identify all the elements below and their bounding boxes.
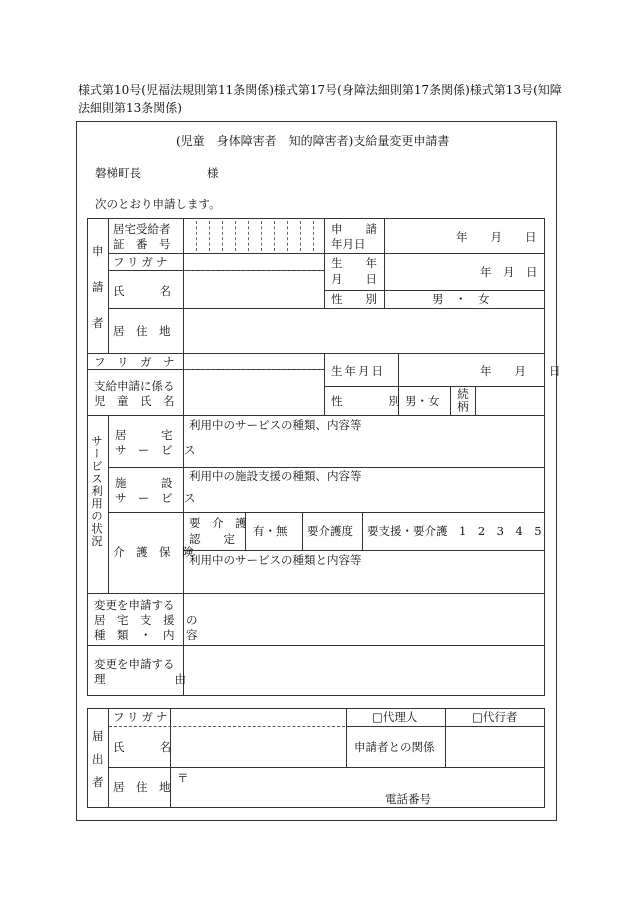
col-line (302, 512, 303, 550)
child-sex-value: 男・女 (405, 394, 440, 408)
col-line (450, 386, 451, 415)
col-line (324, 218, 325, 308)
row-line (87, 593, 545, 594)
child-birth-label: 生年月日 (331, 364, 385, 378)
row-line (87, 353, 545, 354)
row-line (108, 512, 545, 513)
change-kind-label-1: 変更を申請する (94, 598, 175, 612)
home-service-label-1: 居 宅 (115, 428, 173, 442)
child-furigana-label: フ リ ガ ナ (94, 355, 175, 369)
row-line (108, 308, 545, 309)
row-line (324, 290, 545, 291)
notifier-furigana-label: フリガナ (113, 710, 171, 724)
cert-number-label-2: 証 番 号 (113, 237, 171, 251)
furigana-divider (109, 726, 345, 727)
applicant-section-label-2: 請 (92, 280, 104, 294)
services-section-label: サービス利用の状況 (90, 435, 104, 548)
form-title: (児童 身体障害者 知的障害者)支給量変更申請書 (176, 134, 450, 148)
cert-number-box-divider (274, 221, 275, 251)
row-line (87, 645, 545, 646)
cert-number-box-divider (209, 221, 210, 251)
col-line (475, 386, 476, 415)
notifier-address-label: 居 住 地 (113, 780, 171, 794)
facility-service-label-2: サ ー ビ ス (115, 491, 196, 505)
home-service-note: 利用中のサービスの種類、内容等 (189, 418, 362, 432)
cert-number-box-divider (287, 221, 288, 251)
row-line (108, 767, 545, 768)
col-line (108, 218, 109, 353)
applicant-furigana-label: フリガナ (113, 255, 171, 269)
application-date-value: 年 月 日 (456, 230, 537, 244)
intro-text: 次のとおり申請します。 (95, 197, 221, 211)
applicant-sex-label: 性 別 (331, 292, 377, 306)
applicant-section-label-3: 者 (92, 316, 104, 330)
col-line (346, 708, 347, 767)
cert-number-label-1: 居宅受給者 (113, 222, 171, 236)
col-line (108, 708, 109, 808)
cert-number-box-divider (300, 221, 301, 251)
cert-number-box-divider (196, 221, 197, 251)
addressee-honorific: 様 (207, 166, 219, 180)
form-header-line-2: 法細則第13条関係) (78, 101, 182, 115)
applicant-name-label: 氏 名 (113, 284, 175, 298)
care-cert-label-2: 認 定 (189, 532, 235, 546)
child-name-label-1: 支給申請に係る (94, 379, 175, 393)
row-line (346, 726, 545, 727)
care-insurance-label: 介 護 保 険 (113, 545, 194, 559)
facility-service-label-1: 施 設 (115, 476, 173, 490)
col-line (384, 218, 385, 308)
notifier-section-label-3: 者 (92, 775, 104, 789)
change-reason-label-1: 変更を申請する (94, 657, 175, 671)
row-line (87, 415, 545, 416)
care-cert-value: 有・無 (253, 524, 288, 538)
row-line (108, 467, 545, 468)
child-sex-label: 性 別 (331, 394, 400, 408)
applicant-birth-label-2: 月 日 (331, 272, 377, 286)
col-line (324, 353, 325, 415)
application-date-label-2: 年月日 (331, 237, 366, 251)
care-level-label: 要介護度 (307, 524, 353, 538)
furigana-divider (184, 270, 323, 271)
cert-number-box-divider (248, 221, 249, 251)
change-kind-label-2: 居 宅 支 援 の (94, 613, 198, 627)
col-line (445, 708, 446, 767)
col-line (362, 512, 363, 550)
child-relation-label: 続柄 (456, 388, 470, 413)
cert-number-box-divider (261, 221, 262, 251)
notifier-section-label-2: 出 (92, 752, 104, 766)
applicant-birth-label-1: 生 年 (331, 256, 377, 270)
agent-checkbox[interactable]: □代理人 (372, 710, 418, 724)
cert-number-box-divider (222, 221, 223, 251)
facility-service-note: 利用中の施設支援の種類、内容等 (189, 469, 362, 483)
home-service-label-2: サ ー ビ ス (115, 443, 196, 457)
notifier-section-label-1: 届 (92, 729, 104, 743)
child-birth-value: 年 月 日 (480, 364, 561, 378)
applicant-sex-value: 男 ・ 女 (432, 292, 490, 306)
application-date-label-1: 申 請 (331, 222, 377, 236)
cert-number-box-divider (235, 221, 236, 251)
care-level-value: 要支援・要介護 1 2 3 4 5 (367, 524, 542, 538)
applicant-birth-value: 年 月 日 (480, 265, 538, 279)
addressee: 磐梯町長 (95, 166, 141, 180)
col-line (108, 415, 109, 593)
phone-label: 電話番号 (385, 792, 431, 806)
relation-to-applicant-label: 申請者との関係 (354, 740, 435, 754)
notifier-name-label: 氏 名 (113, 740, 175, 754)
cert-number-box-divider (313, 221, 314, 251)
care-service-note: 利用中のサービスの種類と内容等 (189, 553, 362, 567)
child-name-label-2: 児 童 氏 名 (94, 394, 175, 408)
proxy-checkbox[interactable]: □代行者 (472, 710, 518, 724)
furigana-divider (184, 369, 323, 370)
form-header-line-1: 様式第10号(児福法規則第11条関係)様式第17号(身障法細則第17条関係)様式第13号(知障 (78, 83, 562, 97)
change-kind-label-3: 種 類 ・ 内 容 (94, 628, 198, 642)
change-reason-label-2: 理 由 (94, 672, 186, 686)
applicant-section-label-1: 申 (92, 244, 104, 258)
row-line (324, 386, 545, 387)
applicant-address-label: 居 住 地 (113, 324, 171, 338)
row-line (108, 253, 545, 254)
postal-mark: 〒 (177, 771, 189, 785)
row-line (183, 550, 545, 551)
care-cert-label-1: 要 介 護 (189, 516, 247, 530)
